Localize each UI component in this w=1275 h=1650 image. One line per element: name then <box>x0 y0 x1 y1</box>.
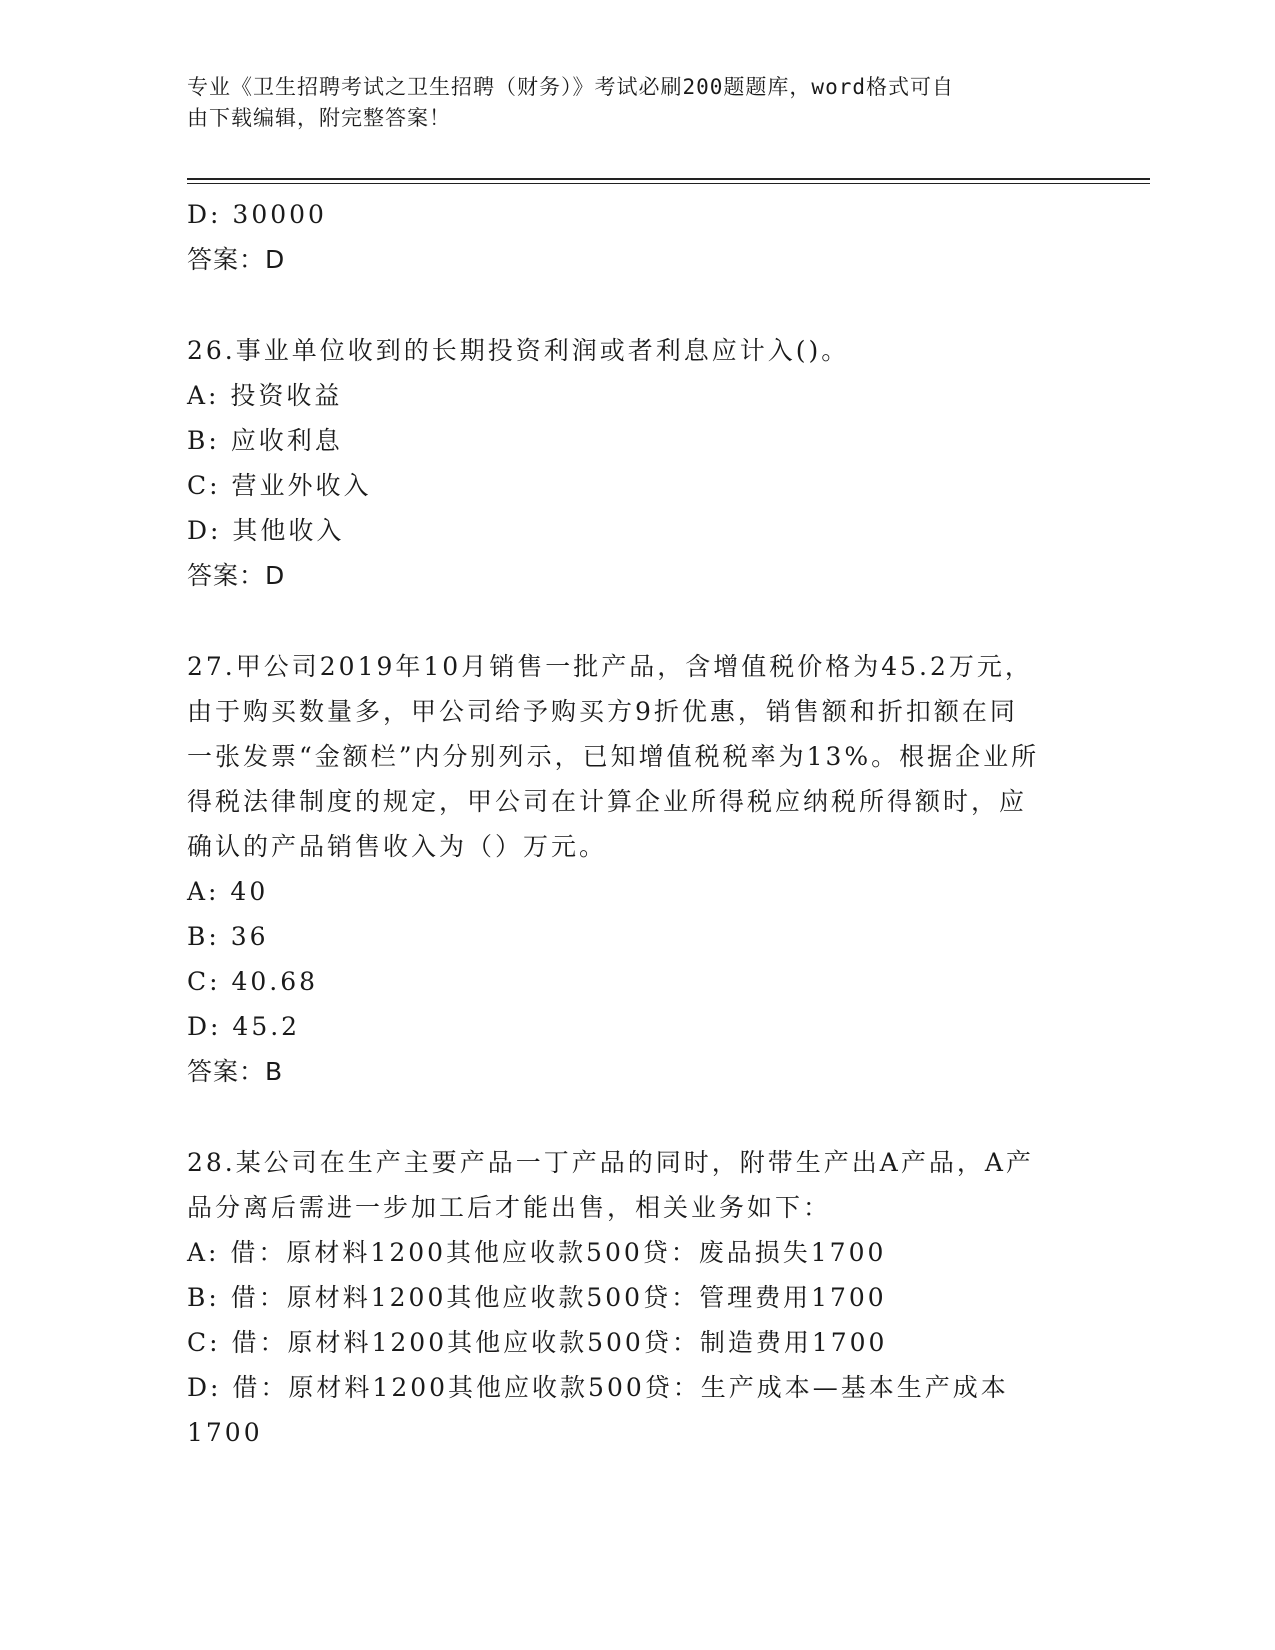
question-27-option-a: A: 40 <box>187 877 269 906</box>
spacer <box>187 1095 1087 1140</box>
question-26-option-d: D: 其他收入 <box>187 516 345 545</box>
question-26-option-a: A: 投资收益 <box>187 381 343 410</box>
question-28 <box>187 1140 1087 1455</box>
question-28-option-d: D: 借：原材料1200其他应收款500贷：生产成本—基本生产成本 <box>187 1373 1009 1402</box>
question-27-option-c: C: 40.68 <box>187 967 319 996</box>
question-27-text-line: 27.甲公司2019年10月销售一批产品，含增值税价格为45.2万元， <box>187 652 1033 681</box>
prev-answer: 答案：D <box>187 245 286 274</box>
question-27 <box>187 644 1087 1095</box>
question-28-option-a: A: 借：原材料1200其他应收款500贷：废品损失1700 <box>187 1238 887 1267</box>
header-line-1: 专业《卫生招聘考试之卫生招聘（财务）》考试必刷200题题库，word格式可自 <box>187 75 954 99</box>
question-26-text: 26.事业单位收到的长期投资利润或者利息应计入()。 <box>187 336 850 365</box>
question-26-answer: 答案：D <box>187 561 286 590</box>
question-28-text-line: 品分离后需进一步加工后才能出售，相关业务如下： <box>187 1193 832 1222</box>
question-27-text-line: 确认的产品销售收入为（）万元。 <box>187 832 608 861</box>
header-divider-thick <box>187 178 1150 180</box>
document-body <box>187 192 1087 1455</box>
header-divider-thin <box>187 183 1150 184</box>
question-28-option-c: C: 借：原材料1200其他应收款500贷：制造费用1700 <box>187 1328 888 1357</box>
question-28-text-line: 28.某公司在生产主要产品一丁产品的同时，附带生产出A产品，A产 <box>187 1148 1034 1177</box>
question-27-text <box>187 644 1087 869</box>
spacer <box>187 599 1087 644</box>
question-26-option-c: C: 营业外收入 <box>187 471 372 500</box>
question-27-option-d: D: 45.2 <box>187 1012 301 1041</box>
question-27-text-line: 由于购买数量多，甲公司给予购买方9折优惠，销售额和折扣额在同 <box>187 697 1018 726</box>
header-line-2: 由下载编辑，附完整答案！ <box>187 106 451 130</box>
question-28-option-d-continued: 1700 <box>187 1418 263 1447</box>
question-27-text-line: 一张发票“金额栏”内分别列示，已知增值税税率为13%。根据企业所 <box>187 742 1040 771</box>
spacer <box>187 283 1087 328</box>
question-26 <box>187 328 1087 599</box>
question-27-text-line: 得税法律制度的规定，甲公司在计算企业所得税应纳税所得额时，应 <box>187 787 1028 816</box>
question-27-answer: 答案：B <box>187 1057 284 1086</box>
prev-option-d: D: 30000 <box>187 200 327 229</box>
document-header <box>187 72 1067 134</box>
question-27-option-b: B: 36 <box>187 922 269 951</box>
question-28-text <box>187 1140 1087 1230</box>
question-28-option-b: B: 借：原材料1200其他应收款500贷：管理费用1700 <box>187 1283 887 1312</box>
question-26-option-b: B: 应收利息 <box>187 426 343 455</box>
